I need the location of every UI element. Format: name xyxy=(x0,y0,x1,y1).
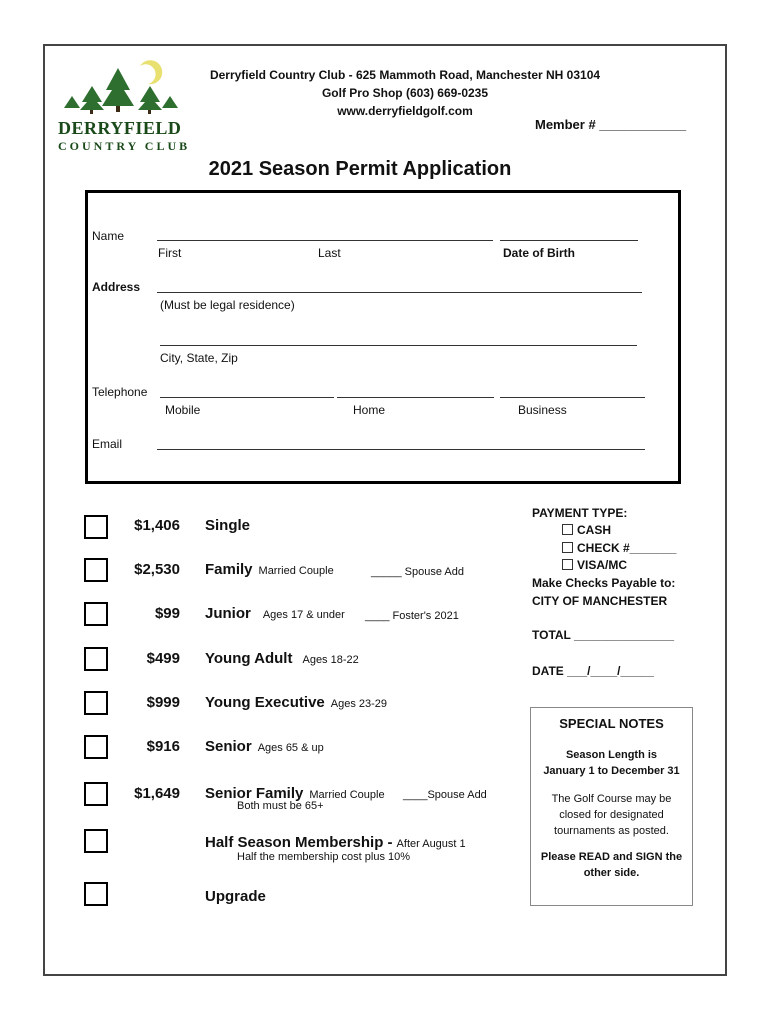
logo-line2: COUNTRY CLUB xyxy=(58,139,191,153)
business-caption: Business xyxy=(518,403,567,417)
applicant-info-box xyxy=(85,190,681,484)
half-season-sub: Half the membership cost plus 10% xyxy=(237,851,411,863)
option-junior xyxy=(205,605,345,622)
club-header xyxy=(190,66,620,120)
date-field[interactable]: DATE ___/____/_____ xyxy=(532,664,654,678)
member-number-field[interactable]: Member # ____________ xyxy=(535,117,687,132)
price-young-executive: $999 xyxy=(146,694,180,711)
payment-check-label: CHECK #_______ xyxy=(577,541,677,555)
home-input-line[interactable] xyxy=(337,397,494,398)
checkbox-half-season[interactable] xyxy=(84,829,108,853)
price-senior-family: $1,649 xyxy=(134,785,180,802)
option-half-season xyxy=(205,834,466,851)
email-label: Email xyxy=(92,437,123,451)
option-young-executive-name: Young Executive xyxy=(205,694,325,711)
first-caption: First xyxy=(158,246,182,260)
payable-city: CITY OF MANCHESTER xyxy=(532,594,668,608)
payable-to-label: Make Checks Payable to: xyxy=(532,576,676,590)
senior-family-spouse-add[interactable]: ____Spouse Add xyxy=(403,789,487,801)
visa-checkbox[interactable] xyxy=(562,559,573,570)
senior-family-sub: Both must be 65+ xyxy=(237,800,324,812)
junior-fosters[interactable]: ____ Foster's 2021 xyxy=(365,610,459,622)
business-input-line[interactable] xyxy=(500,397,645,398)
checkbox-upgrade[interactable] xyxy=(84,882,108,906)
mobile-caption: Mobile xyxy=(165,403,201,417)
city-caption: City, State, Zip xyxy=(160,351,238,365)
dob-input-line[interactable] xyxy=(500,240,638,241)
closure-note: The Golf Course may be closed for designated tournaments as posted. xyxy=(551,793,672,837)
mobile-input-line[interactable] xyxy=(160,397,334,398)
logo-line1: DERRYFIELD xyxy=(58,118,182,138)
option-half-season-name: Half Season Membership - xyxy=(205,834,393,851)
telephone-label: Telephone xyxy=(92,385,148,399)
special-notes-box xyxy=(530,707,693,906)
option-single-name: Single xyxy=(205,517,251,534)
price-young-adult: $499 xyxy=(146,650,180,667)
season-length-line1: Season Length is xyxy=(565,749,658,761)
page-title: 2021 Season Permit Application xyxy=(208,158,512,180)
payment-cash-label: CASH xyxy=(577,523,612,537)
name-label: Name xyxy=(92,229,125,243)
option-young-executive-note: Ages 23-29 xyxy=(330,698,388,710)
price-single: $1,406 xyxy=(134,517,180,534)
club-address: Derryfield Country Club - 625 Mammoth Road, Manchester NH 03104 xyxy=(209,68,601,82)
price-senior: $916 xyxy=(146,738,180,755)
dob-caption: Date of Birth xyxy=(503,246,575,260)
option-senior-note: Ages 65 & up xyxy=(257,742,324,754)
address-label: Address xyxy=(92,280,141,294)
payment-check[interactable] xyxy=(562,541,676,555)
option-junior-name: Junior xyxy=(205,605,251,622)
payment-type-title: PAYMENT TYPE: xyxy=(532,506,628,520)
name-input-line[interactable] xyxy=(157,240,493,241)
option-family xyxy=(205,561,334,578)
option-half-season-note: After August 1 xyxy=(396,838,466,850)
payment-cash[interactable] xyxy=(562,523,611,537)
option-young-adult xyxy=(205,650,359,667)
option-family-note: Married Couple xyxy=(258,565,334,577)
option-young-adult-note: Ages 18-22 xyxy=(302,654,359,666)
last-caption: Last xyxy=(318,246,341,260)
option-young-executive xyxy=(205,694,387,711)
option-upgrade xyxy=(205,888,266,905)
option-family-name: Family xyxy=(205,561,253,578)
option-junior-note: Ages 17 & under xyxy=(262,609,345,621)
special-notes-title: SPECIAL NOTES xyxy=(559,716,664,731)
club-website: www.derryfieldgolf.com xyxy=(337,104,473,118)
price-family: $2,530 xyxy=(134,561,180,578)
legal-residence-caption: (Must be legal residence) xyxy=(160,298,295,312)
option-senior-name: Senior xyxy=(205,738,252,755)
option-senior-family-note: Married Couple xyxy=(309,789,385,801)
family-spouse-add[interactable]: _____ Spouse Add xyxy=(371,566,464,578)
cash-checkbox[interactable] xyxy=(562,524,573,535)
season-length-line2: January 1 to December 31 xyxy=(543,765,680,777)
payment-visa[interactable] xyxy=(562,558,627,572)
price-junior: $99 xyxy=(154,605,180,622)
read-sign-note: Please READ and SIGN the other side. xyxy=(540,851,683,879)
option-young-adult-name: Young Adult xyxy=(205,650,293,667)
option-upgrade-name: Upgrade xyxy=(205,888,266,905)
email-input-line[interactable] xyxy=(157,449,645,450)
logo-wordmark xyxy=(58,118,190,154)
option-single xyxy=(205,517,250,534)
address-input-line[interactable] xyxy=(157,292,642,293)
home-caption: Home xyxy=(353,403,386,417)
pro-shop-phone: Golf Pro Shop (603) 669-0235 xyxy=(321,86,489,100)
option-senior xyxy=(205,738,324,755)
city-input-line[interactable] xyxy=(160,345,637,346)
payment-visa-label: VISA/MC xyxy=(577,558,628,572)
total-field[interactable]: TOTAL _______________ xyxy=(532,628,675,642)
check-checkbox[interactable] xyxy=(562,542,573,553)
option-senior-family-name: Senior Family xyxy=(205,785,304,802)
